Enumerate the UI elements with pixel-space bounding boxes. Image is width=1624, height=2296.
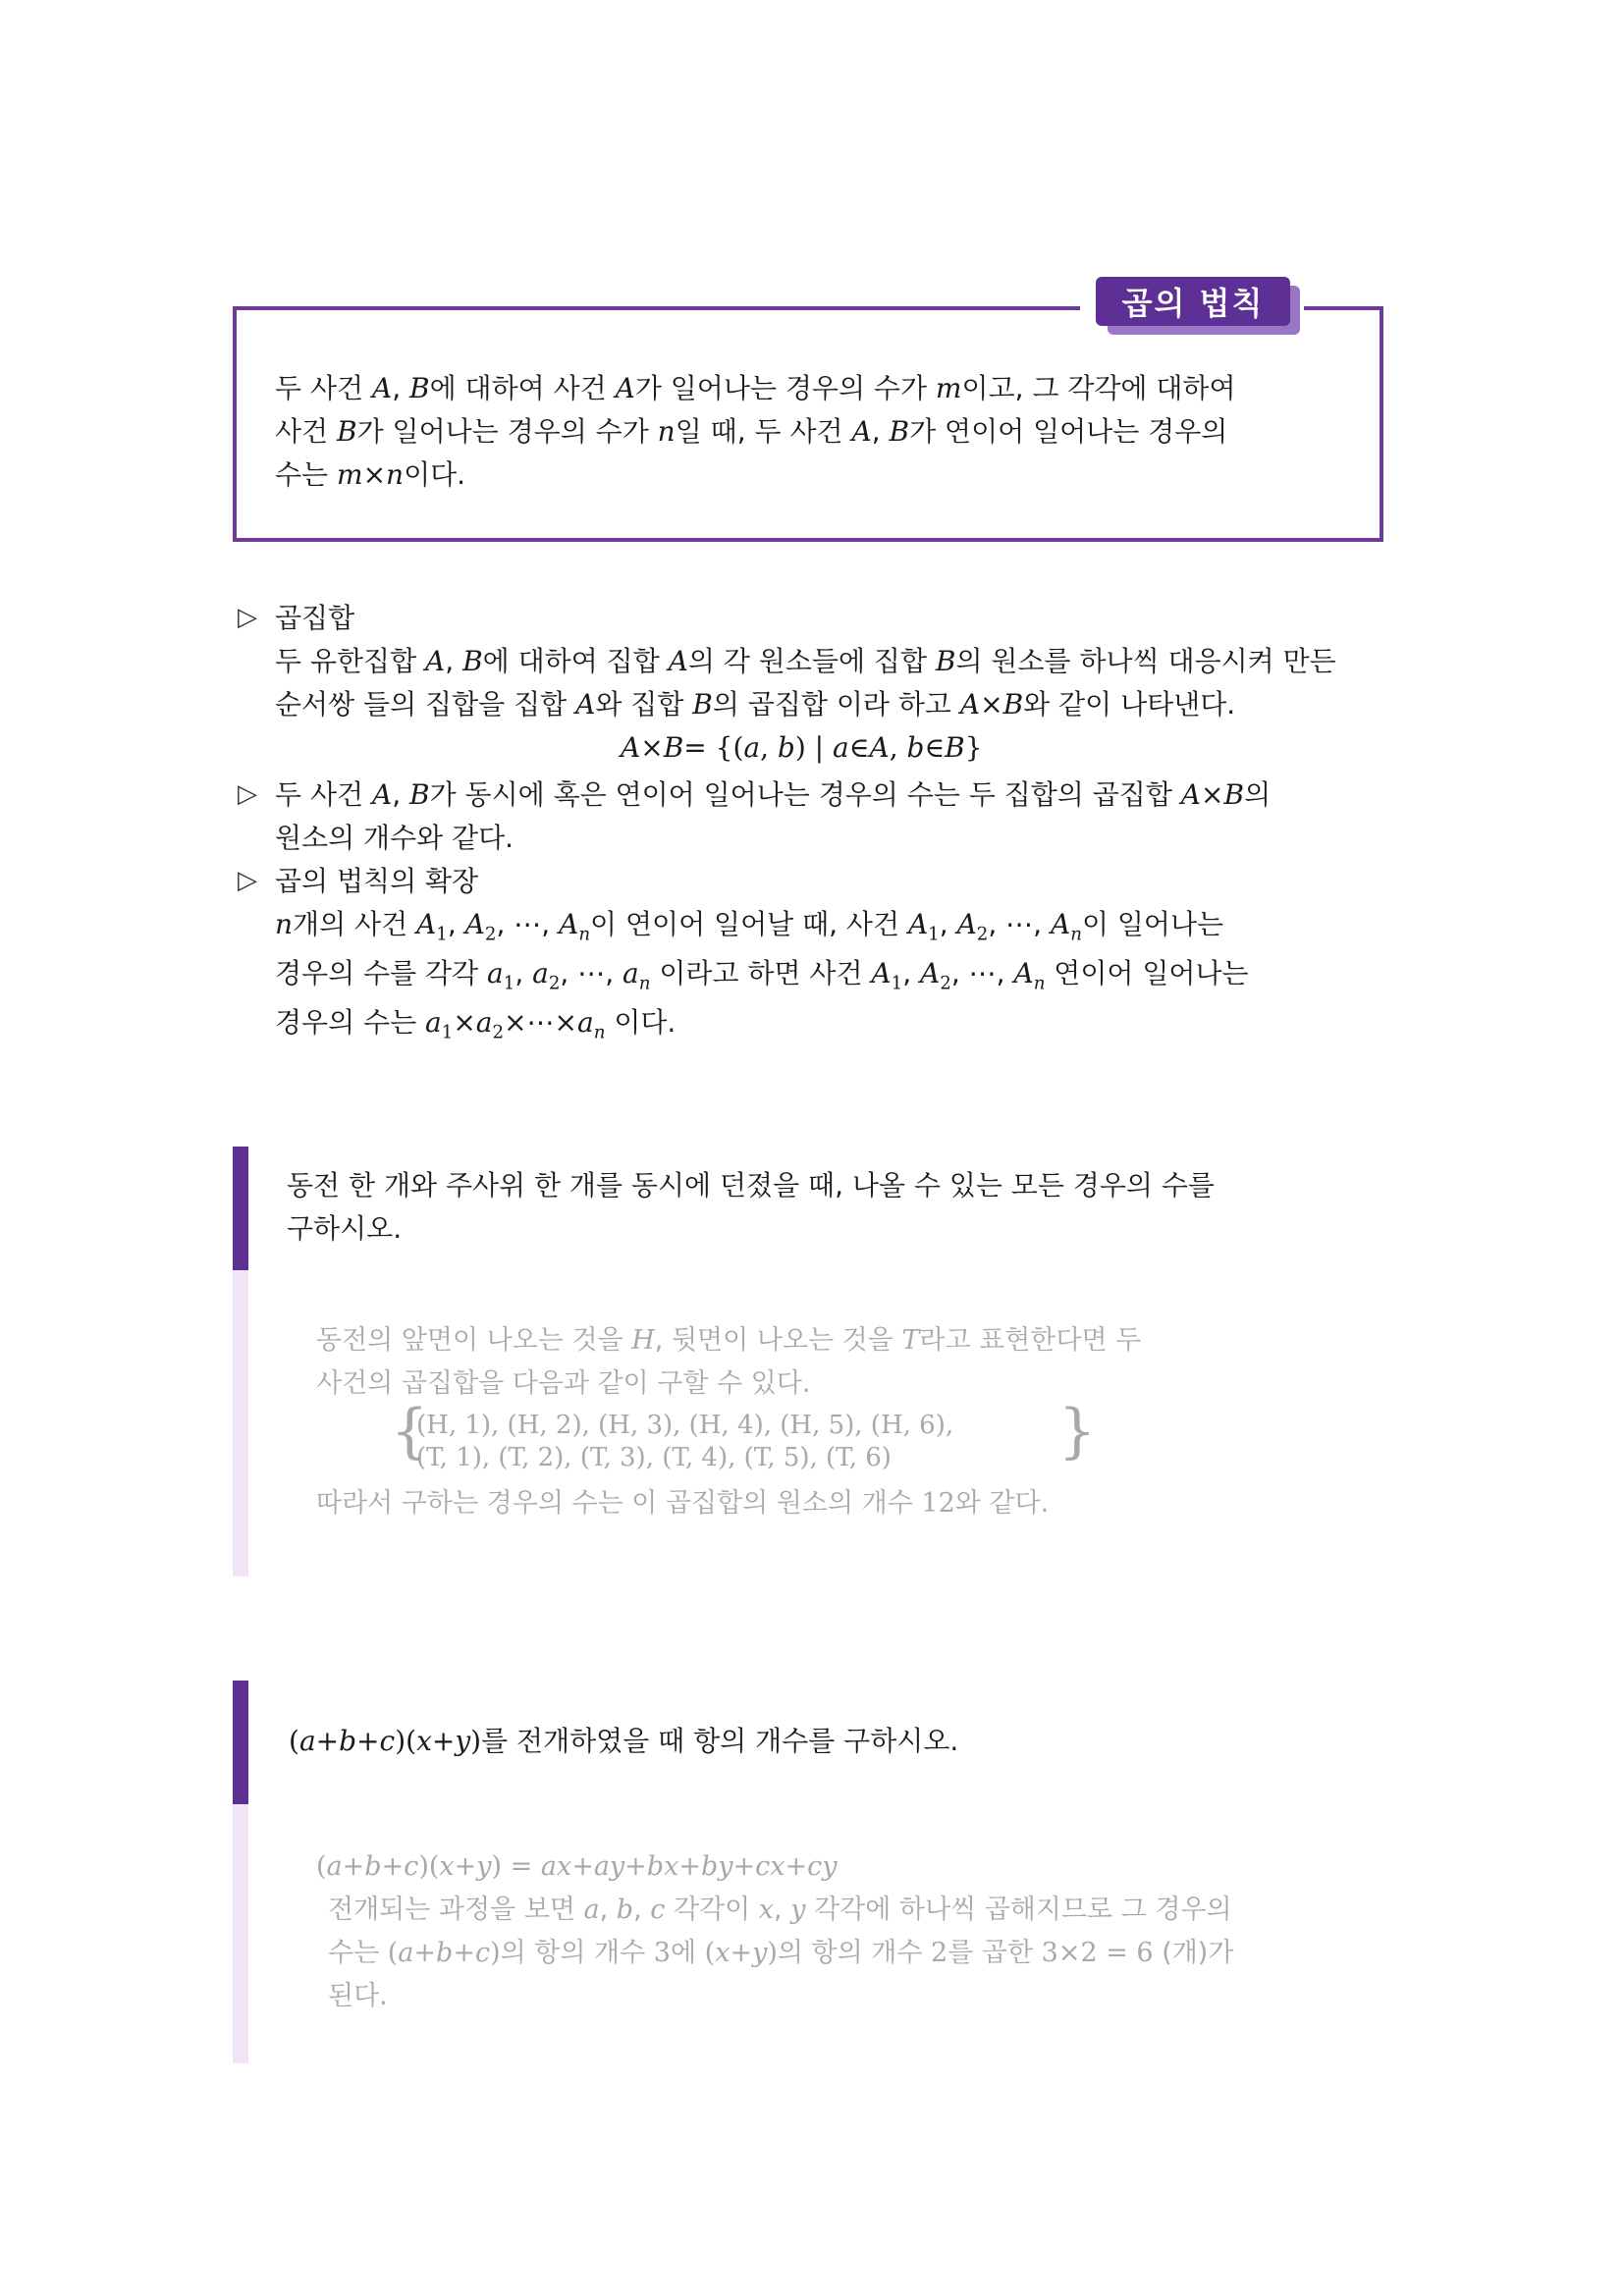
definition-line: 사건 B가 일어나는 경우의 수가 n일 때, 두 사건 A, B가 연이어 일어나는 경우의 — [275, 415, 1228, 448]
note-line: 원소의 개수와 같다. — [275, 822, 514, 854]
problem-question: 동전 한 개와 주사위 한 개를 동시에 던졌을 때, 나올 수 있는 모든 경우의 수를 — [287, 1169, 1215, 1201]
definition-title: 곱의 법칙 — [1096, 277, 1290, 326]
note-heading: 곱집합 — [275, 602, 355, 634]
problem-bar — [233, 1681, 248, 1804]
answer-line: 수는 (a+b+c)의 항의 개수 3에 (x+y)의 항의 개수 2를 곱한 3×2 = 6 (개)가 — [328, 1938, 1234, 1968]
bullet-triangle-icon: ▷ — [238, 603, 257, 632]
answer-bar — [233, 1270, 248, 1576]
problem-question: (a+b+c)(x+y)를 전개하였을 때 항의 개수를 구하시오. — [289, 1725, 959, 1757]
note-line: 두 유한집합 A, B에 대하여 집합 A의 각 원소들에 집합 B의 원소를 하나씩 대응시켜 만든 — [275, 645, 1336, 677]
definition-line: 두 사건 A, B에 대하여 사건 A가 일어나는 경우의 수가 m이고, 그 각각에 대하여 — [275, 372, 1236, 404]
answer-bar — [233, 1804, 248, 2063]
note-line: 경우의 수를 각각 $a_1$, $a_2$, ⋯, $a_n$ 이라고 하면 사건 $A_1$, $A_2$, ⋯, $A_n$ 연이어 일어나는 — [275, 957, 1249, 994]
note-line: 순서쌍 들의 집합을 집합 A와 집합 B의 곱집합 이라 하고 A×B와 같이 나타낸다. — [275, 688, 1236, 721]
note-line: 경우의 수는 $a_1\times a_2\times\cdots\times a_n$ 이다. — [275, 1006, 677, 1043]
answer-line: (a+b+c)(x+y) = ax+ay+bx+by+cx+cy — [316, 1851, 838, 1882]
note-line: n개의 사건 $A_1$, $A_2$, ⋯, $A_n$이 연이어 일어날 때, 사건 $A_1$, $A_2$, ⋯, $A_n$이 일어나는 — [275, 908, 1224, 945]
right-brace: } — [1058, 1397, 1097, 1466]
note-heading: 곱의 법칙의 확장 — [275, 865, 479, 897]
answer-line: 동전의 앞면이 나오는 것을 H, 뒷면이 나오는 것을 T라고 표현한다면 두 — [316, 1325, 1142, 1356]
set-row: (T, 1), (T, 2), (T, 3), (T, 4), (T, 5), (T, 6) — [416, 1443, 892, 1472]
problem-question: 구하시오. — [287, 1212, 403, 1245]
answer-line: 전개되는 과정을 보면 a, b, c 각각이 x, y 각각에 하나씩 곱해지므로 그 경우의 — [328, 1895, 1232, 1925]
note-line: 두 사건 A, B가 동시에 혹은 연이어 일어나는 경우의 수는 두 집합의 곱집합 A×B의 — [275, 778, 1272, 811]
bullet-triangle-icon: ▷ — [238, 866, 257, 895]
definition-line: 수는 m×n이다. — [275, 458, 466, 491]
answer-line: 사건의 곱집합을 다음과 같이 구할 수 있다. — [316, 1368, 811, 1399]
answer-line: 된다. — [328, 1981, 388, 2011]
answer-conclusion: 따라서 구하는 경우의 수는 이 곱집합의 원소의 개수 12와 같다. — [316, 1488, 1050, 1519]
cartesian-product-formula: A×B= {(a, b) | a∈A, b∈B} — [621, 731, 983, 764]
set-row: (H, 1), (H, 2), (H, 3), (H, 4), (H, 5), (H, 6), — [416, 1411, 954, 1440]
left-brace: { — [391, 1397, 429, 1466]
bullet-triangle-icon: ▷ — [238, 779, 257, 809]
problem-bar — [233, 1147, 248, 1270]
